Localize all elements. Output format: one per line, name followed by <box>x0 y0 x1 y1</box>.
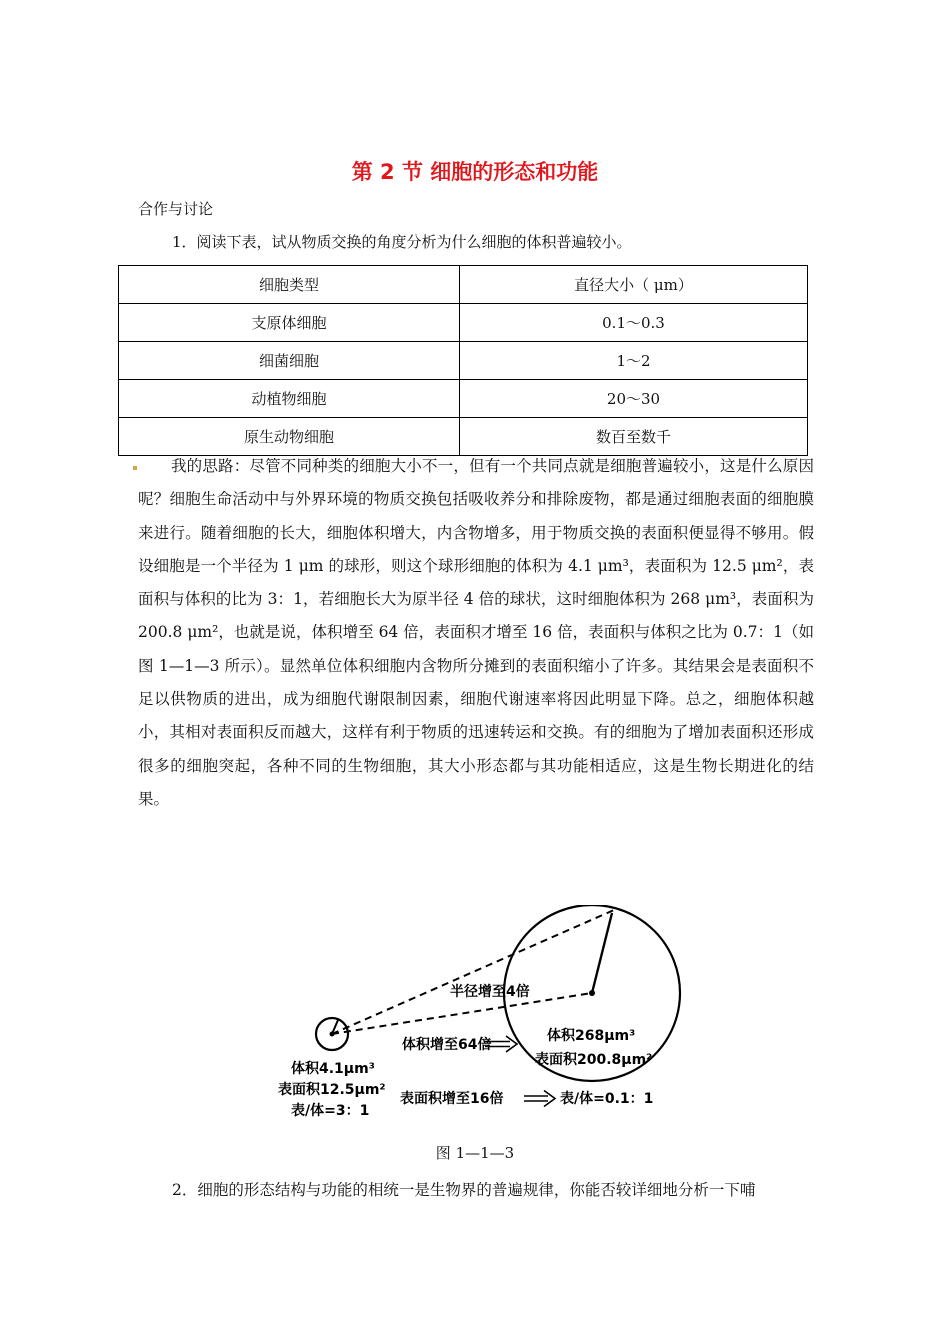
cell-type: 细菌细胞 <box>119 342 460 380</box>
volume-label: 体积增至64倍 <box>402 1037 492 1053</box>
small-cell-surface: 表面积12.5μm² <box>278 1082 386 1098</box>
cell-diameter: 20～30 <box>460 380 808 418</box>
small-cell-center <box>330 1032 335 1037</box>
cell-type: 动植物细胞 <box>119 380 460 418</box>
figure-caption: 图 1—1—3 <box>435 1144 515 1162</box>
header-cell-type: 细胞类型 <box>119 266 460 304</box>
large-cell-radius <box>592 913 612 993</box>
cell-type: 原生动物细胞 <box>119 418 460 456</box>
cell-type: 支原体细胞 <box>119 304 460 342</box>
large-cell-volume: 体积268μm³ <box>547 1028 636 1044</box>
header-diameter: 直径大小（ μm） <box>460 266 808 304</box>
arrow-surface <box>524 1091 555 1107</box>
table-row <box>119 304 808 342</box>
surface-label: 表面积增至16倍 <box>400 1091 504 1107</box>
large-cell-surface: 表面积200.8μm² <box>535 1052 653 1068</box>
explanation-paragraph: 我的思路：尽管不同种类的细胞大小不一，但有一个共同点就是细胞普遍较小，这是什么原因呢？细胞生命活动中与外界环境的物质交换包括吸收养分和排除废物，都是通过细胞表面的细胞膜来进行。随着细胞的长大，细胞体积增大，内含物增多，用于物质交换的表面积便显得不够用。假设细胞是一个半径为 1 μm 的球形，则这个球形细胞的体积为 4.1 μm³，表面积为 12.5 μm²，表面积与体积的比为 3：1，若细胞长大为原半径 4 倍的球状，这时细胞体积为 268 μm³，表面积为 200.8 μm²，也就是说，体积增至 64 倍，表面积才增至 16 倍，表面积与体积之比为 0.7：1（如图 1—1—3 所示）。显然单位体积细胞内含物所分摊到的表面积缩小了许多。其结果会是表面积不足以供物质的进出，成为细胞代谢限制因素，细胞代谢速率将因此明显下降。总之，细胞体积越小，其相对表面积反而越大，这样有利于物质的迅速转运和交换。有的细胞为了增加表面积还形成很多的细胞突起，各种不同的生物细胞，其大小形态都与其功能相适应，这是生物长期进化的结果。 <box>138 457 814 808</box>
cell-size-diagram <box>270 905 690 1130</box>
small-cell-volume: 体积4.1μm³ <box>291 1061 375 1077</box>
cell-size-table <box>118 265 808 456</box>
large-cell-ratio: 表/体=0.1：1 <box>560 1091 654 1107</box>
tangent-line-top <box>332 910 614 1034</box>
question-2: 2．细胞的形态结构与功能的相统一是生物界的普遍规律，你能否较详细地分析一下哺 <box>172 1181 756 1199</box>
table-row <box>119 342 808 380</box>
question-1: 1．阅读下表，试从物质交换的角度分析为什么细胞的体积普遍较小。 <box>172 233 632 251</box>
small-cell-ratio: 表/体=3：1 <box>291 1103 370 1119</box>
table-row <box>119 380 808 418</box>
radius-label: 半径增至4倍 <box>450 984 530 1000</box>
section-heading: 合作与讨论 <box>138 200 214 218</box>
page-title: 第 2 节 细胞的形态和功能 <box>351 160 599 184</box>
table-header-row <box>119 266 808 304</box>
scan-dot <box>133 466 137 470</box>
cell-diameter: 数百至数千 <box>460 418 808 456</box>
cell-diameter: 1～2 <box>460 342 808 380</box>
large-cell-center <box>589 990 595 996</box>
cell-diameter: 0.1～0.3 <box>460 304 808 342</box>
